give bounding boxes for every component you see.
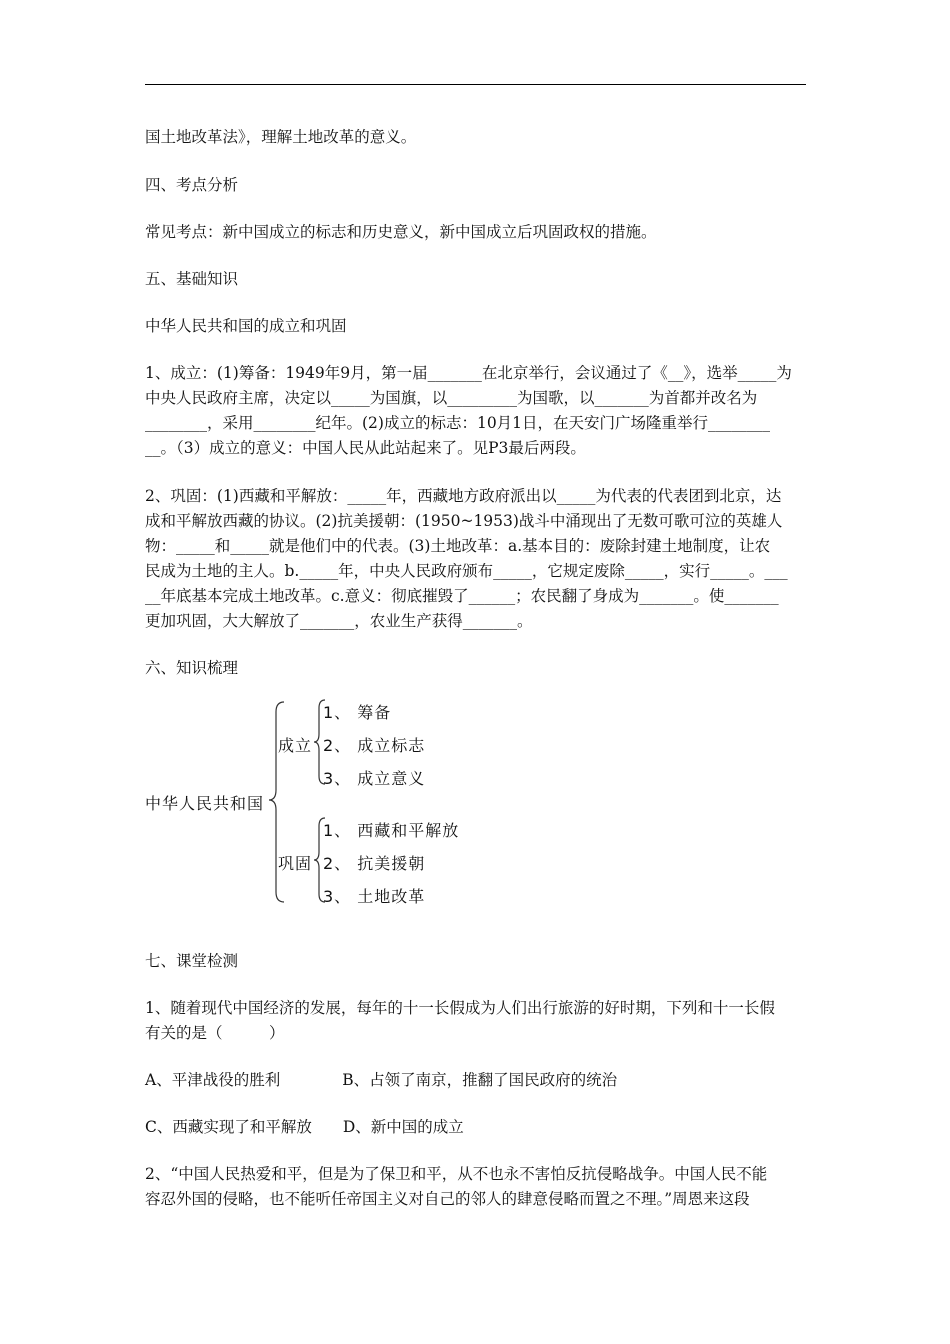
tree-leaf: 3、 土地改革 — [323, 887, 426, 906]
tree-leaf: 3、 成立意义 — [323, 769, 426, 788]
text-line: __年底基本完成土地改革。c.意义：彻底摧毁了______；农民翻了身成为_______。使_______ — [145, 587, 779, 605]
tree-leaf: 2、 抗美援朝 — [323, 854, 426, 873]
text-line: 有关的是（ ） — [145, 1024, 285, 1042]
text-line: 物：_____和_____就是他们中的代表。(3)土地改革：a.基本目的：废除封建土地制度，让农 — [145, 537, 771, 555]
exam-points: 常见考点：新中国成立的标志和历史意义，新中国成立后巩固政权的措施。 — [145, 223, 657, 241]
text-line: 1、成立：(1)筹备：1949年9月，第一届_______在北京举行，会议通过了《__》，选举_____为 — [145, 364, 792, 382]
question-options-cd: C、西藏实现了和平解放 D、新中国的成立 — [145, 1118, 464, 1136]
text-line: 1、随着现代中国经济的发展，每年的十一长假成为人们出行旅游的好时期，下列和十一长假 — [145, 999, 775, 1017]
question-options-ab: A、平津战役的胜利 B、占领了南京，推翻了国民政府的统治 — [145, 1071, 618, 1089]
section-heading-7: 七、课堂检测 — [145, 952, 239, 970]
section-heading-5: 五、基础知识 — [145, 270, 239, 288]
tree-branch-consolidation: 巩固 — [278, 854, 313, 873]
tree-root: 中华人民共和国 — [145, 794, 265, 813]
tree-leaf: 1、 筹备 — [323, 703, 392, 722]
text-line: 更加巩固，大大解放了_______，农业生产获得_______。 — [145, 612, 533, 630]
subheading: 中华人民共和国的成立和巩固 — [145, 317, 347, 335]
tree-branch-founding: 成立 — [278, 736, 313, 755]
section-heading-4: 四、考点分析 — [145, 176, 239, 194]
text-line: 容忍外国的侵略，也不能听任帝国主义对自己的邻人的肆意侵略而置之不理。”周恩来这段 — [145, 1190, 750, 1208]
text-line: __。（3）成立的意义：中国人民从此站起来了。见P3最后两段。 — [145, 439, 586, 457]
section-heading-6: 六、知识梳理 — [145, 659, 239, 677]
tree-leaf: 2、 成立标志 — [323, 736, 426, 755]
text-line: 中央人民政府主席，决定以_____为国旗，以_________为国歌，以_______为首都并改名为 — [145, 389, 758, 407]
text-line: 2、“中国人民热爱和平，但是为了保卫和平，从不也永不害怕反抗侵略战争。中国人民不能 — [145, 1165, 768, 1183]
knowledge-tree — [145, 696, 485, 906]
text-line: 民成为土地的主人。b._____年，中央人民政府颁布_____，它规定废除_____，实行_____。___ — [145, 562, 788, 580]
text-line: 成和平解放西藏的协议。(2)抗美援朝：(1950~1953)战斗中涌现出了无数可歌可泣的英雄人 — [145, 512, 783, 530]
text-line: ________，采用________纪年。(2)成立的标志：10月1日，在天安门广场隆重举行________ — [145, 414, 771, 432]
tree-leaf: 1、 西藏和平解放 — [323, 821, 460, 840]
text-line: 国土地改革法》，理解土地改革的意义。 — [145, 128, 417, 146]
header-rule — [145, 84, 806, 85]
text-line: 2、巩固：(1)西藏和平解放：_____年，西藏地方政府派出以_____为代表的代表团到北京，达 — [145, 487, 782, 505]
